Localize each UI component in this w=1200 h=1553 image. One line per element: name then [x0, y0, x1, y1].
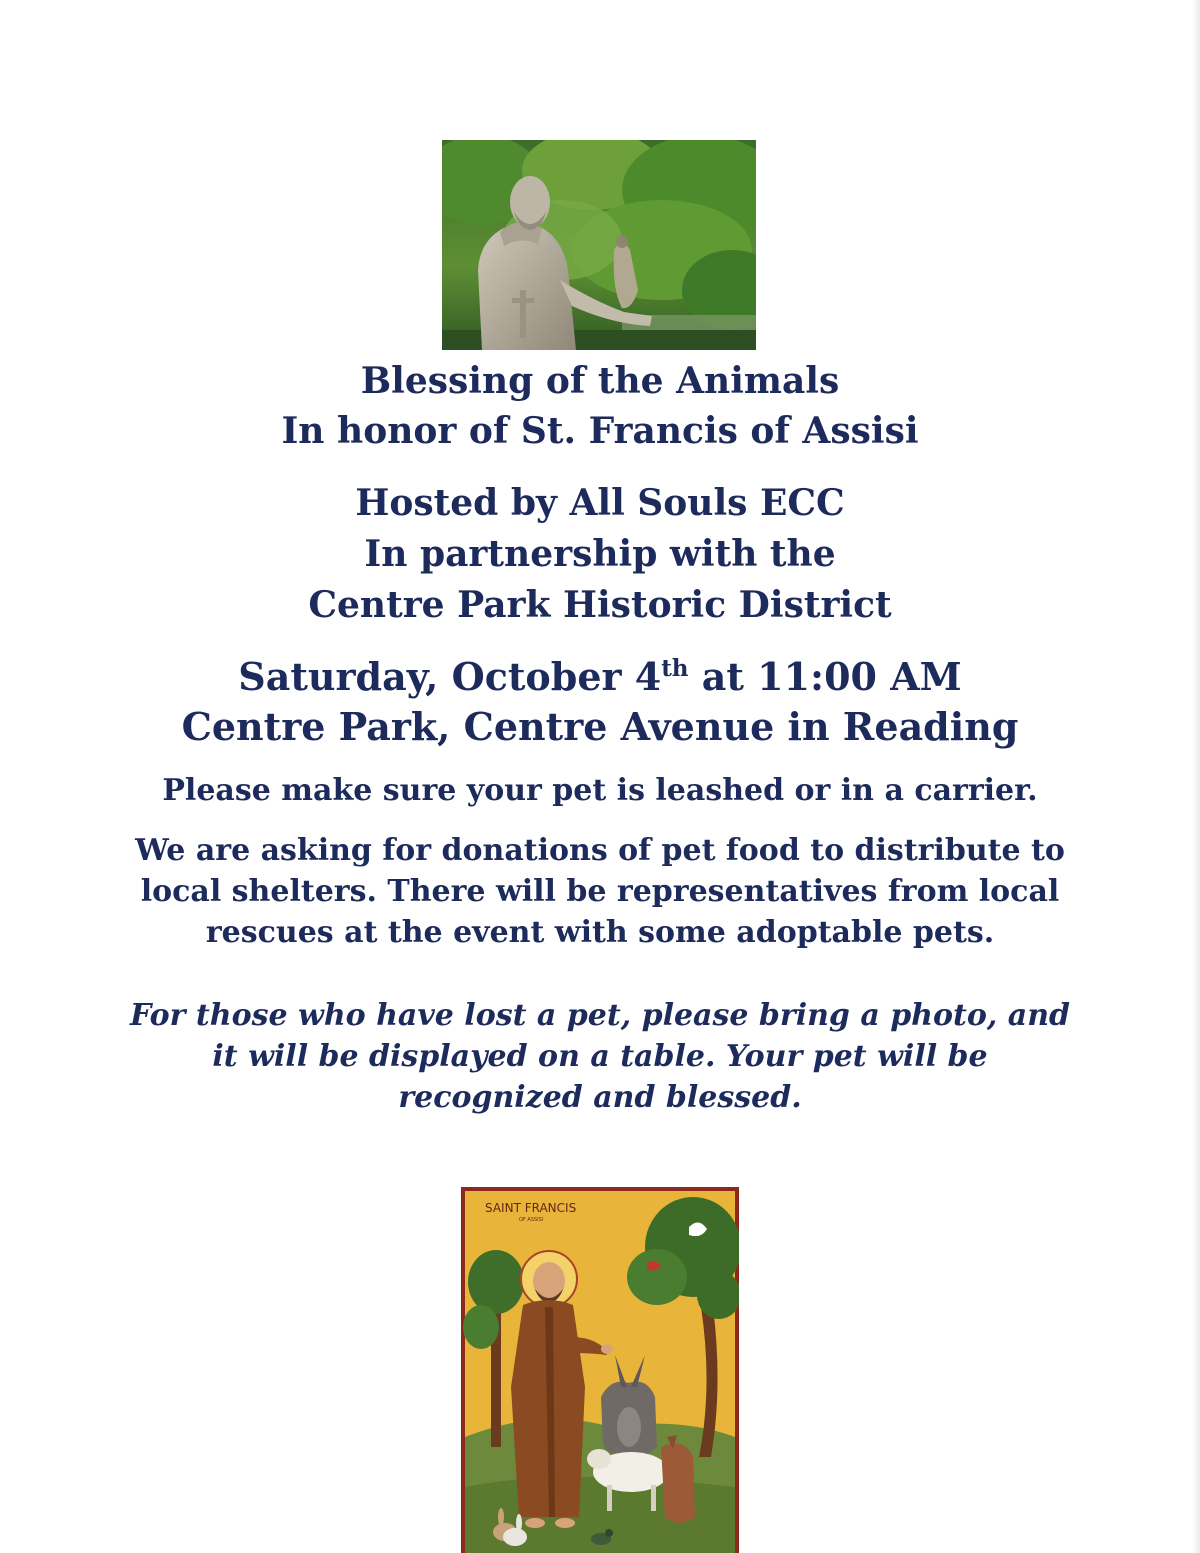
donation-line: rescues at the event with some adoptable pets. [205, 915, 995, 950]
partner-name: Centre Park Historic District [308, 584, 892, 626]
event-time: at 11:00 AM [688, 654, 962, 699]
event-date-time [0, 652, 1200, 702]
event-location: Centre Park, Centre Avenue in Reading [181, 704, 1019, 749]
partnership-line: In partnership with the [364, 533, 836, 575]
host-block [0, 478, 1200, 631]
host-line: Hosted by All Souls ECC [355, 482, 845, 524]
event-date: Saturday, October 4 [238, 654, 662, 699]
memorial-line: For those who have lost a pet, please bring a photo, and [129, 998, 1070, 1033]
event-title-block [0, 356, 1200, 456]
leash-note: Please make sure your pet is leashed or in a carrier. [162, 773, 1038, 808]
icon-caption-sub: OF ASSISI [519, 1217, 544, 1223]
date-ordinal-suffix: th [661, 655, 689, 682]
memorial-line: it will be displayed on a table. Your pet will be [212, 1039, 988, 1074]
donation-line: local shelters. There will be representatives from local [140, 874, 1060, 909]
saint-francis-icon-image [461, 1187, 739, 1553]
memorial-line: recognized and blessed. [398, 1080, 802, 1115]
donation-line: We are asking for donations of pet food to distribute to [135, 833, 1065, 868]
icon-caption: SAINT FRANCIS [485, 1201, 577, 1215]
event-details-block [0, 652, 1200, 752]
donation-paragraph [0, 830, 1200, 953]
memorial-paragraph [0, 995, 1200, 1118]
st-francis-statue-photo [442, 140, 756, 350]
event-subtitle: In honor of St. Francis of Assisi [281, 410, 919, 452]
event-title: Blessing of the Animals [360, 360, 840, 402]
